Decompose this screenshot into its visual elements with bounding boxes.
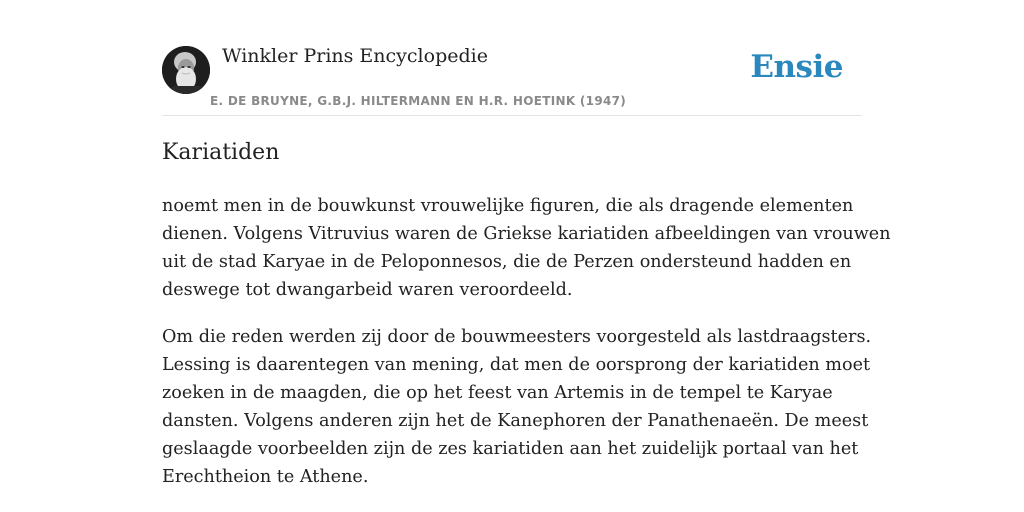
- entry-body: [162, 192, 891, 491]
- text-line: zoeken in de maagden, die op het feest van Artemis in de tempel te Karyae: [162, 383, 833, 403]
- brand-logo-link[interactable]: Ensie: [750, 49, 843, 85]
- paragraph: [162, 192, 891, 304]
- text-line: dansten. Volgens anderen zijn het de Kanephoren der Panathenaeën. De meest: [162, 411, 869, 431]
- entry-title: Kariatiden: [162, 140, 280, 165]
- source-authors: E. DE BRUYNE, G.B.J. HILTERMANN EN H.R. HOETINK (1947): [210, 94, 627, 108]
- text-line: deswege tot dwangarbeid waren veroordeeld.: [162, 280, 573, 300]
- text-line: dienen. Volgens Vitruvius waren de Griekse kariatiden afbeeldingen van vrouwen: [162, 224, 891, 244]
- author-portrait-icon: [162, 46, 210, 94]
- text-line: Erechtheion te Athene.: [162, 467, 369, 487]
- text-line: noemt men in de bouwkunst vrouwelijke figuren, die als dragende elementen: [162, 196, 854, 216]
- text-line: geslaagde voorbeelden zijn de zes kariatiden aan het zuidelijk portaal van het: [162, 439, 859, 459]
- text-line: Lessing is daarentegen van mening, dat men de oorsprong der kariatiden moet: [162, 355, 871, 375]
- text-line: Om die reden werden zij door de bouwmeesters voorgesteld als lastdraagsters.: [162, 327, 872, 347]
- source-title[interactable]: Winkler Prins Encyclopedie: [222, 45, 488, 67]
- paragraph: [162, 323, 872, 491]
- text-line: uit de stad Karyae in de Peloponnesos, die de Perzen ondersteund hadden en: [162, 252, 852, 272]
- header-divider: [162, 115, 862, 116]
